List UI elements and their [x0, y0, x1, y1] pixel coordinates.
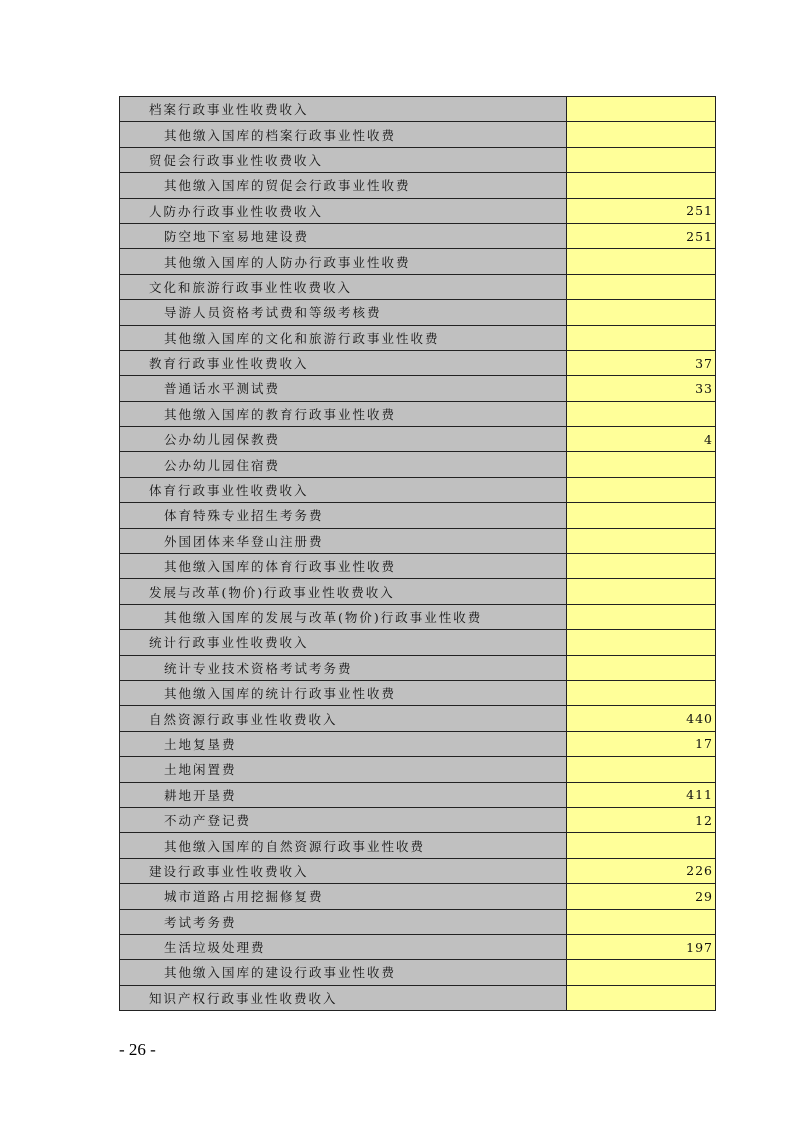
- item-value-cell: [567, 274, 716, 299]
- item-name-cell: 土地闲置费: [120, 757, 567, 782]
- table-row: [120, 452, 716, 477]
- table-row: [120, 630, 716, 655]
- table-row: [120, 554, 716, 579]
- fee-table-body: [120, 97, 716, 1011]
- item-value-cell: [567, 528, 716, 553]
- table-row: [120, 706, 716, 731]
- table-row: [120, 731, 716, 756]
- table-row: [120, 401, 716, 426]
- table-row: [120, 274, 716, 299]
- table-row: [120, 376, 716, 401]
- item-value-cell: [567, 503, 716, 528]
- item-name-cell: 其他缴入国库的统计行政事业性收费: [120, 680, 567, 705]
- item-name-cell: 知识产权行政事业性收费收入: [120, 985, 567, 1010]
- item-value-cell: [567, 985, 716, 1010]
- item-name-cell: 统计行政事业性收费收入: [120, 630, 567, 655]
- item-name-cell: 发展与改革(物价)行政事业性收费收入: [120, 579, 567, 604]
- table-row: [120, 807, 716, 832]
- table-row: [120, 198, 716, 223]
- item-value-cell: [567, 173, 716, 198]
- item-value-cell: 33: [567, 376, 716, 401]
- item-value-cell: [567, 97, 716, 122]
- table-row: [120, 909, 716, 934]
- item-value-cell: 251: [567, 198, 716, 223]
- item-name-cell: 档案行政事业性收费收入: [120, 97, 567, 122]
- table-row: [120, 300, 716, 325]
- item-value-cell: [567, 477, 716, 502]
- table-row: [120, 985, 716, 1010]
- item-value-cell: 226: [567, 858, 716, 883]
- item-name-cell: 其他缴入国库的教育行政事业性收费: [120, 401, 567, 426]
- item-value-cell: [567, 122, 716, 147]
- item-name-cell: 其他缴入国库的档案行政事业性收费: [120, 122, 567, 147]
- item-value-cell: [567, 452, 716, 477]
- table-row: [120, 122, 716, 147]
- table-row: [120, 757, 716, 782]
- item-name-cell: 其他缴入国库的发展与改革(物价)行政事业性收费: [120, 604, 567, 629]
- item-value-cell: [567, 655, 716, 680]
- item-name-cell: 其他缴入国库的建设行政事业性收费: [120, 960, 567, 985]
- item-name-cell: 城市道路占用挖掘修复费: [120, 884, 567, 909]
- table-row: [120, 782, 716, 807]
- table-row: [120, 249, 716, 274]
- table-row: [120, 97, 716, 122]
- item-value-cell: 12: [567, 807, 716, 832]
- item-name-cell: 教育行政事业性收费收入: [120, 350, 567, 375]
- item-value-cell: [567, 833, 716, 858]
- item-value-cell: 29: [567, 884, 716, 909]
- item-name-cell: 外国团体来华登山注册费: [120, 528, 567, 553]
- table-row: [120, 503, 716, 528]
- item-name-cell: 生活垃圾处理费: [120, 934, 567, 959]
- item-value-cell: [567, 680, 716, 705]
- item-name-cell: 文化和旅游行政事业性收费收入: [120, 274, 567, 299]
- item-value-cell: 17: [567, 731, 716, 756]
- item-value-cell: [567, 147, 716, 172]
- item-name-cell: 防空地下室易地建设费: [120, 223, 567, 248]
- item-value-cell: [567, 604, 716, 629]
- table-row: [120, 477, 716, 502]
- item-name-cell: 建设行政事业性收费收入: [120, 858, 567, 883]
- table-row: [120, 350, 716, 375]
- table-row: [120, 147, 716, 172]
- item-name-cell: 体育行政事业性收费收入: [120, 477, 567, 502]
- item-value-cell: 251: [567, 223, 716, 248]
- table-row: [120, 655, 716, 680]
- table-row: [120, 223, 716, 248]
- item-name-cell: 人防办行政事业性收费收入: [120, 198, 567, 223]
- item-value-cell: [567, 300, 716, 325]
- item-value-cell: [567, 909, 716, 934]
- item-name-cell: 其他缴入国库的体育行政事业性收费: [120, 554, 567, 579]
- item-value-cell: 37: [567, 350, 716, 375]
- item-name-cell: 公办幼儿园保教费: [120, 427, 567, 452]
- item-value-cell: [567, 960, 716, 985]
- item-name-cell: 统计专业技术资格考试考务费: [120, 655, 567, 680]
- item-value-cell: [567, 554, 716, 579]
- table-row: [120, 325, 716, 350]
- table-row: [120, 934, 716, 959]
- table-row: [120, 858, 716, 883]
- item-name-cell: 体育特殊专业招生考务费: [120, 503, 567, 528]
- item-value-cell: [567, 401, 716, 426]
- item-value-cell: 411: [567, 782, 716, 807]
- item-name-cell: 公办幼儿园住宿费: [120, 452, 567, 477]
- item-name-cell: 其他缴入国库的人防办行政事业性收费: [120, 249, 567, 274]
- page-number: - 26 -: [119, 1040, 156, 1059]
- item-name-cell: 贸促会行政事业性收费收入: [120, 147, 567, 172]
- item-name-cell: 其他缴入国库的文化和旅游行政事业性收费: [120, 325, 567, 350]
- table-row: [120, 833, 716, 858]
- item-value-cell: [567, 249, 716, 274]
- item-value-cell: [567, 579, 716, 604]
- item-value-cell: 440: [567, 706, 716, 731]
- table-row: [120, 579, 716, 604]
- table-row: [120, 884, 716, 909]
- fee-table: [119, 96, 716, 1011]
- item-value-cell: [567, 757, 716, 782]
- table-row: [120, 427, 716, 452]
- table-row: [120, 528, 716, 553]
- item-name-cell: 不动产登记费: [120, 807, 567, 832]
- table-row: [120, 680, 716, 705]
- item-name-cell: 自然资源行政事业性收费收入: [120, 706, 567, 731]
- table-row: [120, 960, 716, 985]
- item-value-cell: 4: [567, 427, 716, 452]
- item-name-cell: 导游人员资格考试费和等级考核费: [120, 300, 567, 325]
- item-name-cell: 考试考务费: [120, 909, 567, 934]
- item-name-cell: 耕地开垦费: [120, 782, 567, 807]
- item-name-cell: 土地复垦费: [120, 731, 567, 756]
- item-name-cell: 其他缴入国库的贸促会行政事业性收费: [120, 173, 567, 198]
- item-value-cell: [567, 325, 716, 350]
- item-value-cell: 197: [567, 934, 716, 959]
- item-name-cell: 普通话水平测试费: [120, 376, 567, 401]
- table-row: [120, 604, 716, 629]
- item-value-cell: [567, 630, 716, 655]
- item-name-cell: 其他缴入国库的自然资源行政事业性收费: [120, 833, 567, 858]
- table-row: [120, 173, 716, 198]
